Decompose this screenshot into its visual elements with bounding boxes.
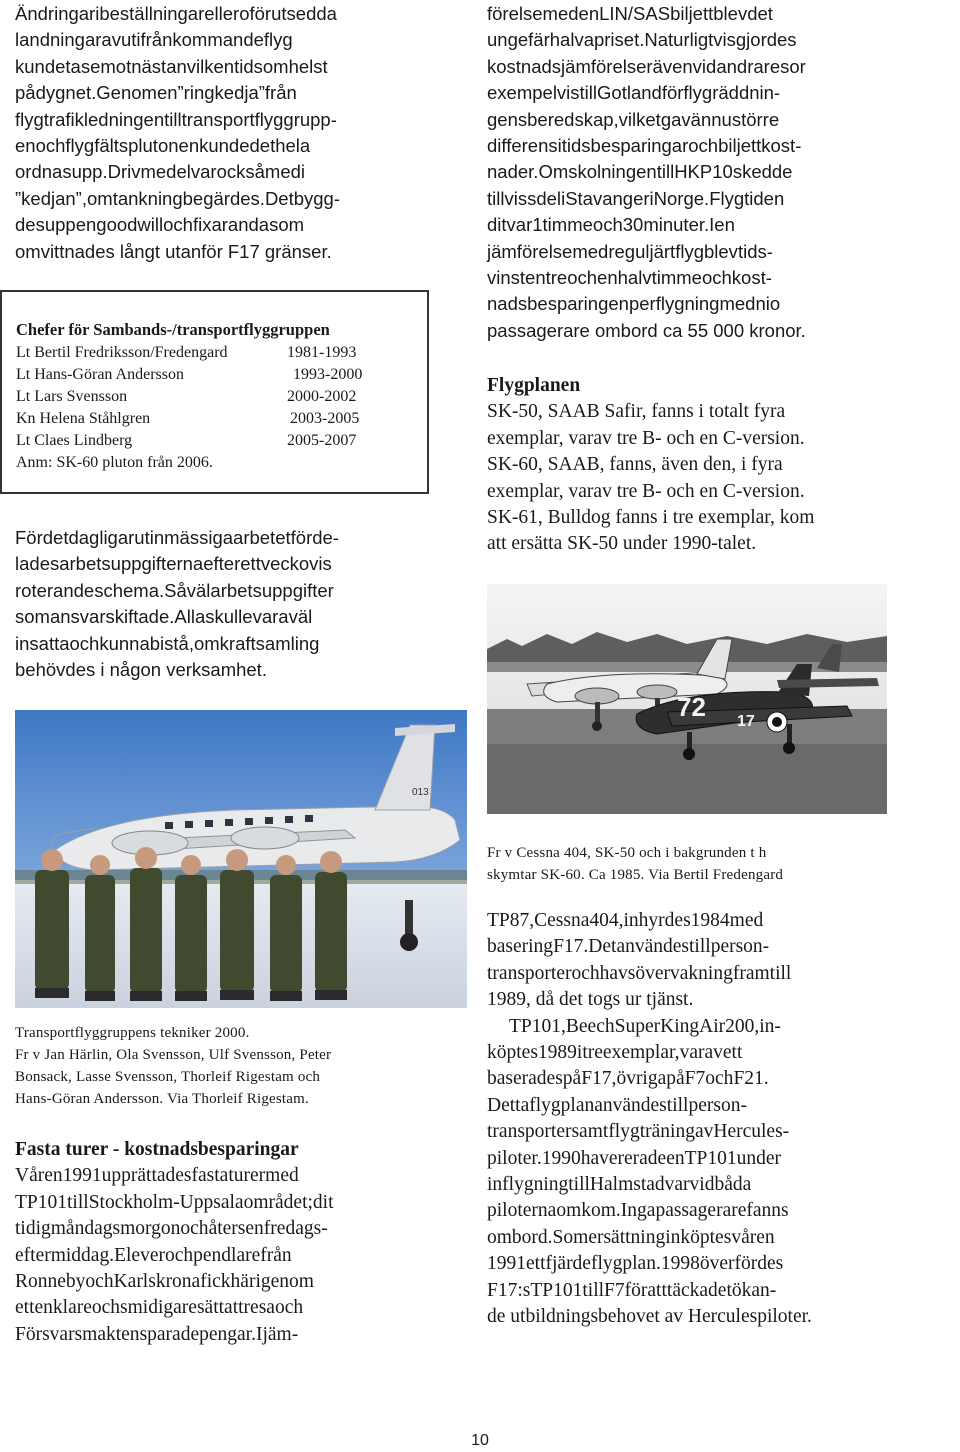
text-line: baseradespåF17,övrigapåF7ochF21. (487, 1068, 769, 1090)
text-line: nadsbesparingenperflygningmednio (487, 293, 781, 315)
routine-paragraph (15, 525, 420, 683)
text-line: ordnasupp.Drivmedelvarocksåmedi (15, 161, 306, 183)
section-heading: Fasta turer - kostnadsbesparingar (15, 1139, 299, 1160)
chefer-years: 2005-2007 (287, 432, 357, 449)
chefer-years: 1981-1993 (287, 344, 357, 361)
text-line: TP87,Cessna404,inhyrdes1984med (487, 910, 764, 931)
text-line: omvittnades långt utanför F17 gränser. (15, 240, 332, 262)
text-line: förelsemedenLIN/SASbiljettblevdet (487, 3, 773, 24)
text-line: att ersätta SK-50 under 1990-talet. (487, 533, 757, 555)
text-line: enochflygfältsplutonenkundedethela (15, 135, 311, 157)
left-column (15, 1, 420, 265)
text-line: 1991ettfjärdeflygplan.1998överfördes (487, 1253, 784, 1275)
chefer-name: Kn Helena Ståhlgren (16, 410, 151, 427)
right-column (487, 1, 891, 344)
text-line: insattaochkunnabistå,omkraftsamling (15, 632, 320, 654)
text-line: exempelvistillGotlandförflygräddnin- (487, 82, 781, 104)
text-line: tillvissdeliStavangeriNorge.Flygtiden (487, 187, 785, 209)
text-line: SK-61, Bulldog fanns i tre exemplar, kom (487, 507, 815, 529)
planes-photo (487, 584, 887, 814)
text-line: jämförelsemedreguljärtflygblevtids- (487, 240, 773, 262)
page-number: 10 (471, 1432, 489, 1449)
text-line: Försvarsmaktensparadepengar.Ijäm- (15, 1323, 299, 1345)
text-line: Dettaflygplananvändestillperson- (487, 1094, 747, 1116)
planes-photo-caption (487, 842, 887, 886)
text-line: RonnebyochKarlskronafickhärigenom (15, 1271, 314, 1293)
crew-photo (15, 710, 467, 1008)
text-line: nader.OmskolningentillHKP10skedde (487, 161, 793, 183)
intro-paragraph (15, 1, 420, 265)
caption-line: skymtar SK-60. Ca 1985. Via Bertil Fredengard (487, 867, 784, 883)
text-line: SK-50, SAAB Safir, fanns i totalt fyra (487, 401, 786, 423)
chefer-note-text: Anm: SK-60 pluton från 2006. (16, 454, 213, 471)
flygplanen-paragraph (487, 399, 891, 557)
flygplanen-section (487, 373, 891, 558)
text-line: kostnadsjämförelserävenvidandraresor (487, 55, 806, 77)
text-line: ettenklareochsmidigaresättattresaoch (15, 1297, 304, 1319)
chefer-name: Lt Hans-Göran Andersson (16, 366, 184, 383)
text-line: transporterochhavsövervakningframtill (487, 962, 792, 984)
text-line: tidigmåndagsmorgonochåtersenfredags- (15, 1218, 328, 1240)
text-line: landningaravutifrånkommandeflyg (15, 29, 293, 51)
aircraft-number-17: 17 (737, 713, 755, 730)
tail-number: 013 (412, 787, 429, 798)
text-line: ”kedjan”,omtankningbegärdes.Detbygg- (15, 187, 341, 209)
text-line: vinstentreochenhalvtimmeochkost- (487, 267, 772, 289)
planes-photo-illustration (487, 584, 887, 814)
aircraft-number-72: 72 (677, 692, 706, 722)
text-line: gensberedskap,vilketgavännustörre (487, 108, 780, 130)
chefer-years: 2000-2002 (287, 388, 357, 405)
fasta-turer-paragraph (15, 1163, 419, 1348)
text-line: 1989, då det togs ur tjänst. (487, 989, 694, 1011)
chefer-years: 2003-2005 (290, 410, 360, 427)
text-line: eftermiddag.Eleverochpendlarefrån (15, 1244, 292, 1266)
text-line: ombord.Somersättninginköptesvåren (487, 1226, 775, 1248)
caption-line: Fr v Cessna 404, SK-50 och i bakgrunden t h (487, 845, 767, 861)
fasta-turer-section (15, 1137, 419, 1348)
section-heading: Flygplanen (487, 375, 581, 396)
text-line: roterandeschema.Såvälarbetsuppgifter (15, 579, 334, 601)
text-line: baseringF17.Detanvändestillperson- (487, 936, 770, 958)
text-line: passagerare ombord ca 55 000 kronor. (487, 319, 806, 341)
text-line: differensitidsbesparingarochbiljettkost- (487, 135, 802, 157)
text-line: flygtrafikledningentilltransportflyggrupp- (15, 108, 337, 130)
text-line: F17:sTP101tillF7föratttäckadetökan- (487, 1279, 777, 1301)
text-line: pådygnet.Genomen”ringkedja”från (15, 82, 297, 104)
text-line: Ändringaribeställningarelleroförutsedda (15, 3, 337, 24)
text-line: behövdes i någon verksamhet. (15, 659, 267, 681)
comparison-paragraph (487, 1, 891, 344)
text-line: ladesarbetsuppgifternaefterettveckovis (15, 553, 332, 575)
caption-line: Transportflyggruppens tekniker 2000. (15, 1025, 250, 1041)
text-line: piloter.1990havereradeenTP101under (487, 1147, 782, 1169)
text-line: desuppengoodwillochfixarandasom (15, 214, 305, 236)
text-line: de utbildningsbehovet av Herculespiloter. (487, 1306, 812, 1328)
chefer-name: Lt Claes Lindberg (16, 432, 133, 449)
chefer-years: 1993-2000 (293, 366, 363, 383)
text-line: somansvarskiftade.Allaskullevaraväl (15, 606, 313, 628)
text-line: Fördetdagligarutinmässigaarbetetförde- (15, 527, 339, 548)
text-line: köptes1989itreexemplar,varavett (487, 1042, 743, 1064)
chefer-name: Lt Bertil Fredriksson/Fredengard (16, 344, 228, 361)
crew-photo-illustration (15, 710, 467, 1008)
text-line: transportersamtflygträningavHercules- (487, 1121, 790, 1143)
text-line: exemplar, varav tre B- och en C-version. (487, 480, 805, 502)
text-line: TP101tillStockholm-Uppsalaområdet;dit (15, 1191, 334, 1213)
caption-line: Fr v Jan Härlin, Ola Svensson, Ulf Svensson, Peter (15, 1047, 332, 1063)
text-line: Våren1991upprättadesfastaturermed (15, 1165, 299, 1187)
text-line: TP101,BeechSuperKingAir200,in- (509, 1015, 781, 1037)
left-mid-block (15, 525, 420, 683)
chefer-box (0, 290, 429, 494)
chefer-name: Lt Lars Svensson (16, 388, 128, 405)
text-line: inflygningtillHalmstadvarvidbåda (487, 1174, 752, 1196)
crew-photo-caption (15, 1022, 455, 1110)
text-line: ditvar1timmeoch30minuter.Ien (487, 214, 735, 236)
chefer-box-title: Chefer för Sambands-/transportflyggruppen (16, 320, 330, 339)
aircraft-history-section (487, 908, 891, 1331)
caption-line: Bonsack, Lasse Svensson, Thorleif Rigestam och (15, 1069, 321, 1085)
text-line: SK-60, SAAB, fanns, även den, i fyra (487, 454, 783, 476)
text-line: ungefärhalvapriset.Naturligtvisgjordes (487, 29, 797, 51)
text-line: kundetasemotnästanvilkentidsomhelst (15, 55, 328, 77)
aircraft-history-paragraph (487, 908, 891, 1331)
caption-line: Hans-Göran Andersson. Via Thorleif Rigestam. (15, 1091, 309, 1107)
text-line: piloternaomkom.Ingapassagerarefanns (487, 1200, 789, 1222)
text-line: exemplar, varav tre B- och en C-version. (487, 427, 805, 449)
